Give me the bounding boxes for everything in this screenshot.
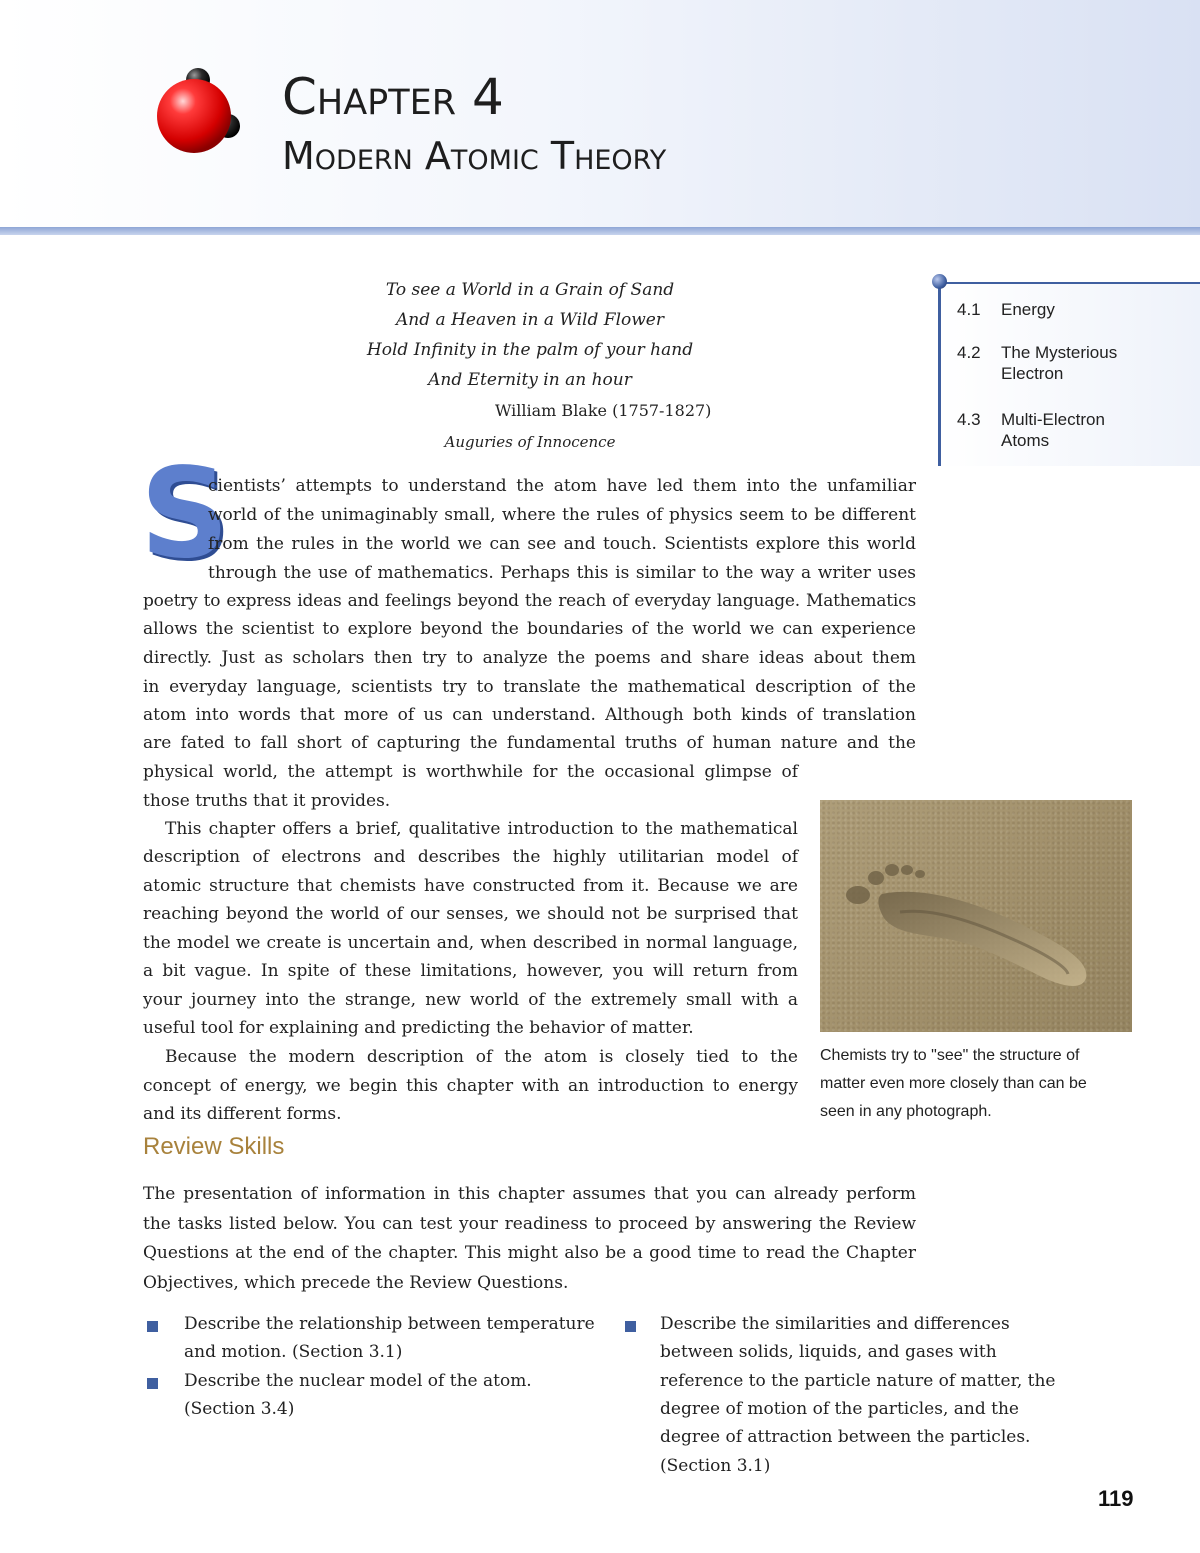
body-text-line: your journey into the strange, new world of the extremely small with a: [143, 990, 798, 1010]
bullet-text-line: degree of motion of the particles, and the: [660, 1399, 1019, 1419]
bullet-text-line: reference to the particle nature of matter, the: [660, 1371, 1056, 1391]
review-intro-line: Questions at the end of the chapter. This might also be a good time to read the Chapter: [143, 1243, 916, 1263]
bullet-text-line: (Section 3.1): [660, 1456, 771, 1476]
body-text-line: the model we create is uncertain and, when described in normal language,: [143, 933, 798, 953]
body-text-line: poetry to express ideas and feelings beyond the reach of everyday language. Mathematics: [143, 591, 916, 611]
body-text-line: cientists’ attempts to understand the atom have led them into the unfamiliar: [208, 476, 916, 496]
body-text-line: description of electrons and describes the highly utilitarian model of: [143, 847, 798, 867]
bullet-square-icon: [625, 1321, 636, 1332]
poem-line: And Eternity in an hour: [428, 370, 632, 390]
toc-item-label: The Mysterious Electron: [1001, 343, 1118, 383]
chapter-title: Modern Atomic Theory: [282, 134, 667, 178]
bullet-text-line: Describe the nuclear model of the atom.: [184, 1371, 532, 1391]
figure-caption-line: matter even more closely than can be: [820, 1075, 1087, 1092]
toc-item[interactable]: [957, 299, 1151, 320]
body-text-line: and its different forms.: [143, 1104, 342, 1124]
figure-caption-line: seen in any photograph.: [820, 1103, 992, 1120]
toc-item-label: Multi-Electron Atoms: [1001, 410, 1105, 450]
footprint-photo: [820, 800, 1132, 1032]
bullet-text-line: Describe the similarities and differences: [660, 1314, 1010, 1334]
body-text-line: through the use of mathematics. Perhaps this is similar to the way a writer uses: [208, 563, 916, 583]
body-text-line: atom into words that more of us can understand. Although both kinds of translation: [143, 705, 916, 725]
body-text-line: reaching beyond the world of our senses, we should not be surprised that: [143, 904, 798, 924]
poem-line: And a Heaven in a Wild Flower: [396, 310, 664, 330]
chapter-label: Chapter 4: [282, 68, 504, 126]
toc-bullet-icon: [932, 274, 947, 289]
bullet-text-line: Describe the relationship between temperature: [184, 1314, 595, 1334]
review-intro-line: the tasks listed below. You can test your readiness to proceed by answering the Review: [143, 1214, 916, 1234]
toc-item-number: 4.2: [957, 343, 981, 362]
bullet-text-line: between solids, liquids, and gases with: [660, 1342, 997, 1362]
toc-item[interactable]: [957, 342, 1151, 384]
review-intro-line: Objectives, which precede the Review Questions.: [143, 1273, 569, 1293]
body-text-line: world of the unimaginably small, where the rules of physics seem to be different: [208, 505, 916, 525]
poem-author: William Blake (1757-1827): [495, 401, 712, 420]
bullet-text-line: (Section 3.4): [184, 1399, 295, 1419]
body-text-line: This chapter offers a brief, qualitative introduction to the mathematical: [165, 819, 798, 839]
toc-item-label: Energy: [1001, 300, 1055, 319]
bullet-text-line: and motion. (Section 3.1): [184, 1342, 403, 1362]
body-text-line: useful tool for explaining and predicting the behavior of matter.: [143, 1018, 694, 1038]
poem-line: Hold Infinity in the palm of your hand: [366, 340, 694, 360]
bullet-square-icon: [147, 1378, 158, 1389]
body-text-line: physical world, the attempt is worthwhile for the occasional glimpse of: [143, 762, 798, 782]
body-text-line: a bit vague. In spite of these limitations, however, you will return from: [143, 961, 798, 981]
drop-cap: S: [140, 442, 230, 586]
review-intro-line: The presentation of information in this chapter assumes that you can already perform: [143, 1184, 916, 1204]
body-text-line: in everyday language, scientists try to translate the mathematical description of the: [143, 677, 916, 697]
poem-line: To see a World in a Grain of Sand: [385, 280, 675, 300]
body-text-line: directly. Just as scholars then try to analyze the poems and share ideas about them: [143, 648, 916, 668]
poem-source: Auguries of Innocence: [444, 433, 616, 451]
toc-item-number: 4.1: [957, 300, 981, 319]
page-number: 119: [1098, 1486, 1134, 1511]
body-text-line: atomic structure that chemists have constructed from it. Because we are: [143, 876, 798, 896]
section-contents: [938, 282, 1200, 466]
bullet-text-line: degree of attraction between the particles.: [660, 1427, 1031, 1447]
water-molecule-icon: [150, 62, 250, 162]
toc-top-rule: [941, 282, 1200, 284]
body-text-line: are fated to fall short of capturing the fundamental truths of human nature and the: [143, 733, 916, 753]
header-rule: [0, 227, 1200, 235]
body-text-line: Because the modern description of the atom is closely tied to the: [165, 1047, 798, 1067]
body-text-line: allows the scientist to explore beyond the boundaries of the world we can experience: [143, 619, 916, 639]
toc-item[interactable]: [957, 409, 1151, 451]
body-text-line: those truths that it provides.: [143, 791, 391, 811]
body-text-line: concept of energy, we begin this chapter with an introduction to energy: [143, 1076, 798, 1096]
figure-caption-line: Chemists try to "see" the structure of: [820, 1047, 1080, 1064]
bullet-square-icon: [147, 1321, 158, 1332]
review-skills-heading: Review Skills: [143, 1133, 285, 1160]
body-text-line: from the rules in the world we can see and touch. Scientists explore this world: [208, 534, 916, 554]
toc-item-number: 4.3: [957, 410, 981, 429]
